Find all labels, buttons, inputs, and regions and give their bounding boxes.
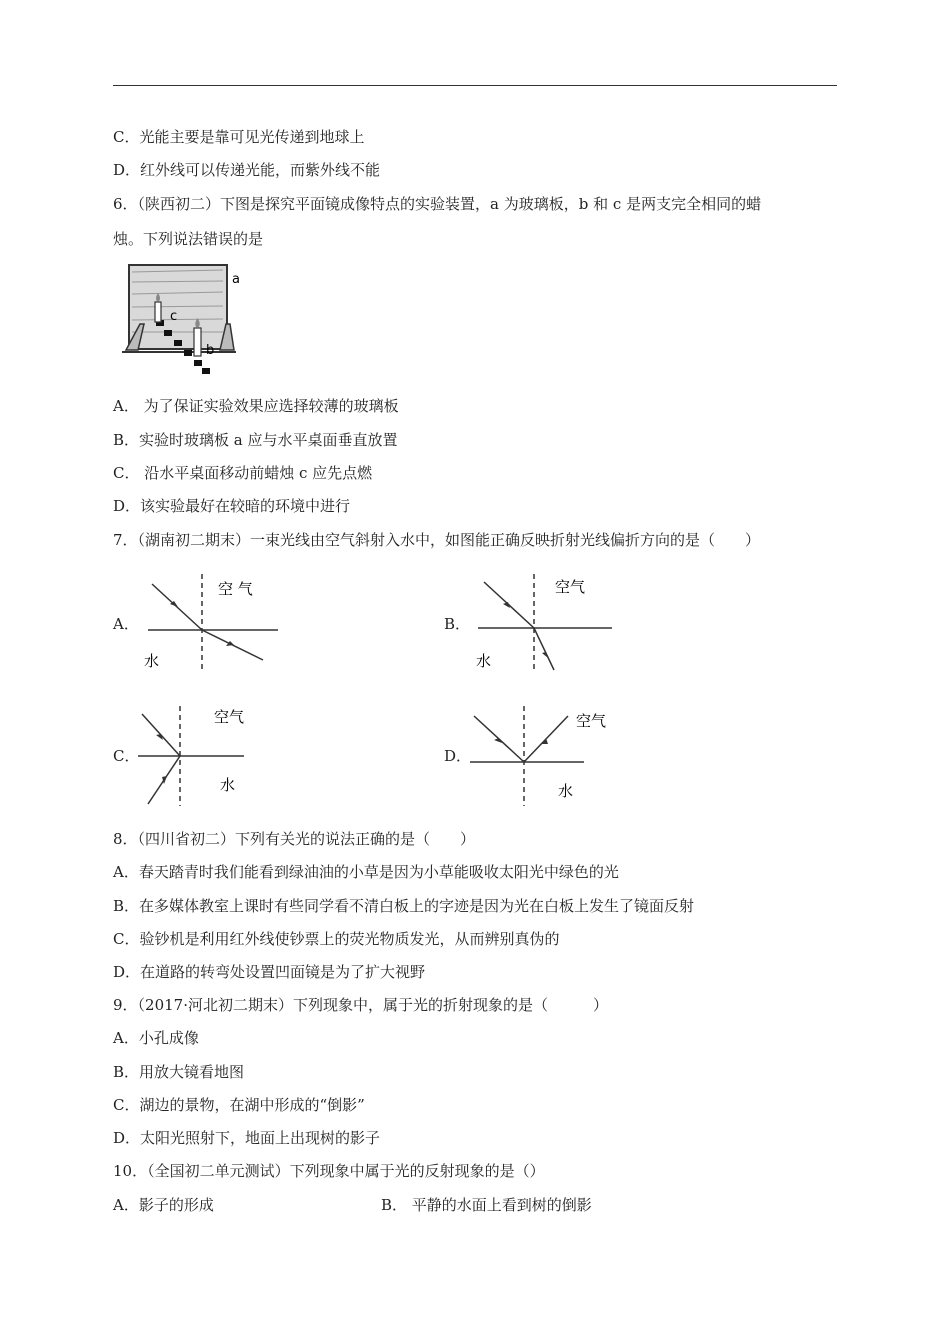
q9-option-b: B．用放大镜看地图 xyxy=(113,1063,245,1081)
refraction-diagram-d xyxy=(466,704,626,808)
q9-stem: 9．（2017·河北初二期末）下列现象中，属于光的折射现象的是（ ） xyxy=(113,996,608,1014)
q8-option-b: B．在多媒体教室上课时有些同学看不清白板上的字迹是因为光在白板上发生了镜面反射 xyxy=(113,897,695,915)
refracted-ray xyxy=(534,628,554,670)
q6-option-d: D．该实验最好在较暗的环境中进行 xyxy=(113,497,351,515)
q5-option-d: D．红外线可以传递光能，而紫外线不能 xyxy=(113,161,381,179)
refraction-diagram-c xyxy=(134,704,274,808)
q7-label-c: C． xyxy=(113,747,140,765)
air-label: 空气 xyxy=(576,712,607,730)
q7-label-d: D． xyxy=(444,747,472,765)
mirror-experiment-figure xyxy=(118,262,240,378)
water-label: 水 xyxy=(558,782,574,800)
label-a: a xyxy=(232,272,240,287)
q9-option-c: C．湖边的景物，在湖中形成的“倒影” xyxy=(113,1096,365,1114)
q7-label-a: A． xyxy=(113,615,139,633)
q10-option-b: B． 平静的水面上看到树的倒影 xyxy=(381,1196,592,1214)
q10-stem: 10．（全国初二单元测试）下列现象中属于光的反射现象的是（） xyxy=(113,1162,545,1180)
label-c: c xyxy=(170,309,178,324)
q10-option-a: A．影子的形成 xyxy=(113,1196,214,1214)
q6-option-c: C． 沿水平桌面移动前蜡烛 c 应先点燃 xyxy=(113,464,373,482)
q8-stem: 8．（四川省初二）下列有关光的说法正确的是（ ） xyxy=(113,830,476,848)
air-label: 空气 xyxy=(214,708,245,726)
q6-option-a: A． 为了保证实验效果应选择较薄的玻璃板 xyxy=(113,397,399,415)
q9-option-a: A．小孔成像 xyxy=(113,1029,199,1047)
air-label: 空 气 xyxy=(218,580,253,598)
label-b: b xyxy=(206,343,215,358)
q5-option-c: C．光能主要是靠可见光传递到地球上 xyxy=(113,128,365,146)
q7-label-b: B． xyxy=(444,615,471,633)
water-label: 水 xyxy=(476,652,492,670)
q8-option-a: A．春天踏青时我们能看到绿油油的小草是因为小草能吸收太阳光中绿色的光 xyxy=(113,863,619,881)
water-label: 水 xyxy=(220,776,236,794)
q8-option-c: C．验钞机是利用红外线使钞票上的荧光物质发光，从而辨别真伪的 xyxy=(113,930,560,948)
q6-stem-line2: 烛。下列说法错误的是 xyxy=(113,230,264,248)
q6-stem-line1: 6．（陕西初二）下图是探究平面镜成像特点的实验装置，a 为玻璃板，b 和 c 是两支完全相同的蜡 xyxy=(113,195,762,213)
q8-option-d: D．在道路的转弯处设置凹面镜是为了扩大视野 xyxy=(113,963,426,981)
refraction-diagram-b xyxy=(470,570,615,674)
q6-option-b: B．实验时玻璃板 a 应与水平桌面垂直放置 xyxy=(113,431,398,449)
refraction-diagram-a xyxy=(138,570,278,672)
water-label: 水 xyxy=(144,652,160,670)
header-rule xyxy=(113,85,837,86)
incident-ray xyxy=(152,584,202,630)
candle-b xyxy=(194,328,201,356)
air-label: 空气 xyxy=(555,578,586,596)
q9-option-d: D．太阳光照射下，地面上出现树的影子 xyxy=(113,1129,381,1147)
q7-stem: 7．（湖南初二期末）一束光线由空气斜射入水中，如图能正确反映折射光线偏折方向的是（ ） xyxy=(113,531,761,549)
candle-c xyxy=(155,302,161,322)
